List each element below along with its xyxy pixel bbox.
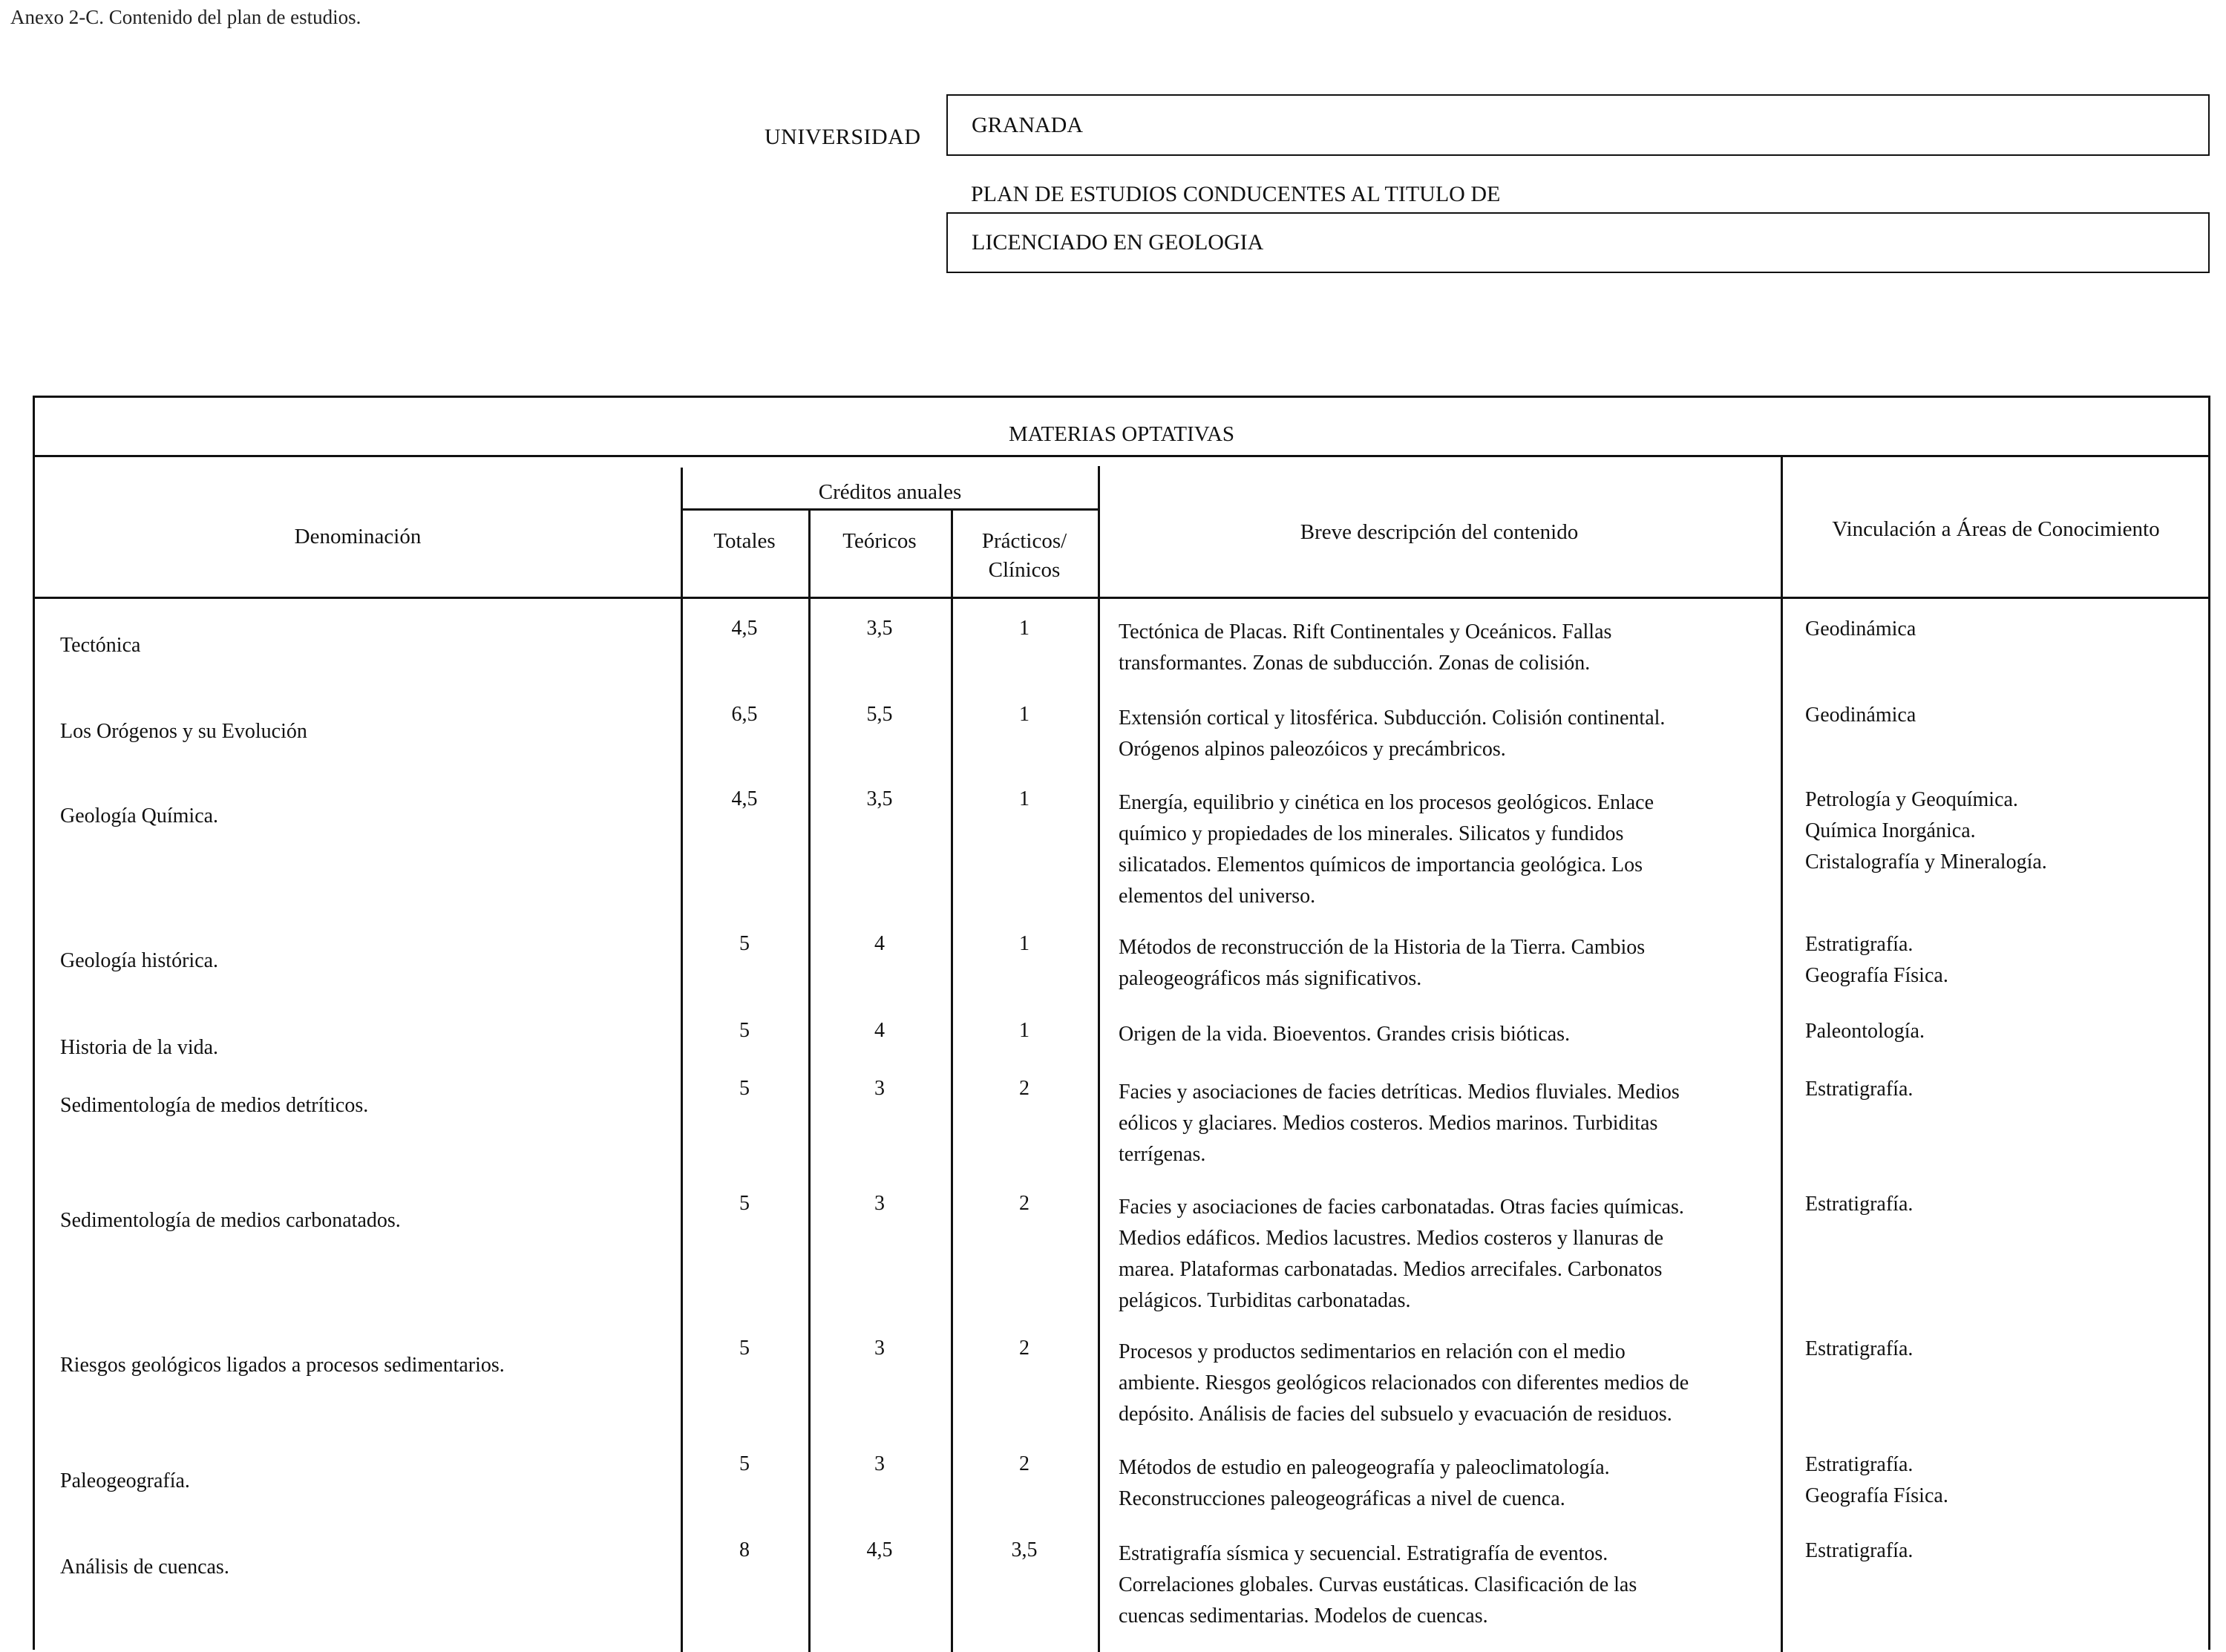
row-practice: 1 [1019, 1019, 1029, 1042]
header-credits: Créditos anuales [818, 480, 962, 504]
col-sep-2 [808, 509, 811, 1652]
plan-label: PLAN DE ESTUDIOS CONDUCENTES AL TITULO DE [971, 182, 1501, 206]
row-theory: 3 [874, 1337, 885, 1360]
table-title: MATERIAS OPTATIVAS [1008, 422, 1235, 446]
row-area-line: Paleontología. [1805, 1020, 1925, 1043]
row-totals: 4,5 [731, 787, 758, 810]
row-practice: 1 [1019, 617, 1029, 640]
header-practice [951, 527, 1098, 585]
row-area-line: Geodinámica [1805, 617, 1916, 640]
row-name: Geología Química. [60, 804, 219, 827]
university-value: GRANADA [972, 112, 1083, 137]
row-area-line: Estratigrafía. [1805, 1453, 1914, 1476]
row-name: Paleogeografía. [60, 1469, 190, 1492]
row-area-line: Estratigrafía. [1805, 1337, 1914, 1360]
header-theory: Teóricos [842, 529, 917, 553]
header-practice-line2: Clínicos [988, 558, 1061, 583]
row-description-line: Energía, equilibrio y cinética en los procesos geológicos. Enlace [1119, 791, 1654, 814]
row-area-line: Estratigrafía. [1805, 1539, 1914, 1562]
row-theory: 5,5 [866, 703, 893, 726]
row-description-line: Reconstrucciones paleogeográficas a nivel de cuenca. [1119, 1487, 1565, 1510]
row-theory: 3,5 [866, 787, 893, 810]
rule-credits [681, 508, 1099, 511]
row-practice: 2 [1019, 1452, 1029, 1475]
row-description-line: Estratigrafía sísmica y secuencial. Estratigrafía de eventos. [1119, 1542, 1608, 1565]
row-area-line: Geografía Física. [1805, 1484, 1948, 1507]
row-totals: 8 [739, 1538, 750, 1561]
row-description-line: paleogeográficos más significativos. [1119, 967, 1422, 990]
row-practice: 2 [1019, 1192, 1029, 1215]
rule-title [35, 455, 2208, 457]
header-practice-line1: Prácticos/ [981, 529, 1067, 553]
row-area-line: Estratigrafía. [1805, 1078, 1914, 1101]
header-description: Breve descripción del contenido [1300, 520, 1579, 544]
row-totals: 4,5 [731, 617, 758, 640]
row-area-line: Geografía Física. [1805, 964, 1948, 987]
row-description-line: Tectónica de Placas. Rift Continentales y Oceánicos. Fallas [1119, 620, 1612, 643]
row-theory: 3 [874, 1192, 885, 1215]
header-totals: Totales [713, 529, 776, 553]
row-description-line: Facies y asociaciones de facies detríticas. Medios fluviales. Medios [1119, 1081, 1680, 1104]
col-sep-4 [1098, 466, 1100, 1652]
row-theory: 3,5 [866, 617, 893, 640]
row-name: Los Orógenos y su Evolución [60, 720, 307, 743]
row-name: Sedimentología de medios detríticos. [60, 1094, 369, 1117]
row-totals: 5 [739, 1337, 750, 1360]
row-description-line: Correlaciones globales. Curvas eustáticas. Clasificación de las [1119, 1573, 1637, 1596]
row-totals: 5 [739, 1452, 750, 1475]
row-area-line: Química Inorgánica. [1805, 819, 1976, 842]
row-practice: 1 [1019, 787, 1029, 810]
row-area-line: Cristalografía y Mineralogía. [1805, 850, 2047, 873]
row-description-line: terrígenas. [1119, 1143, 1206, 1166]
row-theory: 3 [874, 1452, 885, 1475]
row-description-line: marea. Plataformas carbonatadas. Medios arrecifales. Carbonatos [1119, 1258, 1663, 1281]
rule-header [35, 597, 2208, 599]
row-practice: 1 [1019, 932, 1029, 955]
row-description-line: cuencas sedimentarias. Modelos de cuencas. [1119, 1605, 1488, 1628]
row-theory: 4 [874, 1019, 885, 1042]
row-name: Tectónica [60, 634, 141, 657]
courses-table [33, 396, 2210, 1650]
row-name: Sedimentología de medios carbonatados. [60, 1209, 401, 1232]
row-theory: 3 [874, 1077, 885, 1100]
header-name: Denominación [294, 525, 422, 548]
row-practice: 3,5 [1011, 1538, 1038, 1561]
col-sep-1 [681, 468, 683, 1652]
row-description-line: transformantes. Zonas de subducción. Zonas de colisión. [1119, 652, 1591, 675]
degree-value: LICENCIADO EN GEOLOGIA [972, 230, 1264, 255]
row-theory: 4,5 [866, 1538, 893, 1561]
row-description-line: Facies y asociaciones de facies carbonatadas. Otras facies químicas. [1119, 1196, 1684, 1219]
row-totals: 5 [739, 1192, 750, 1215]
col-sep-5 [1781, 457, 1783, 1652]
row-description-line: silicatados. Elementos químicos de importancia geológica. Los [1119, 853, 1643, 876]
row-description-line: Extensión cortical y litosférica. Subducción. Colisión continental. [1119, 707, 1666, 730]
university-box [946, 94, 2210, 156]
row-description-line: Métodos de estudio en paleogeografía y paleoclimatología. [1119, 1456, 1610, 1479]
row-practice: 2 [1019, 1337, 1029, 1360]
row-description-line: depósito. Análisis de facies del subsuelo y evacuación de residuos. [1119, 1403, 1672, 1426]
row-description-line: Medios edáficos. Medios lacustres. Medios costeros y llanuras de [1119, 1227, 1664, 1250]
row-area-line: Geodinámica [1805, 704, 1916, 727]
row-description-line: Orógenos alpinos paleozóicos y precámbricos. [1119, 738, 1506, 761]
row-totals: 5 [739, 932, 750, 955]
university-label: UNIVERSIDAD [765, 125, 921, 149]
row-theory: 4 [874, 932, 885, 955]
row-totals: 6,5 [731, 703, 758, 726]
row-name: Riesgos geológicos ligados a procesos sedimentarios. [60, 1354, 505, 1377]
row-area-line: Petrología y Geoquímica. [1805, 788, 2018, 811]
row-description-line: eólicos y glaciares. Medios costeros. Medios marinos. Turbiditas [1119, 1112, 1658, 1135]
row-description-line: Procesos y productos sedimentarios en relación con el medio [1119, 1340, 1626, 1363]
row-practice: 1 [1019, 703, 1029, 726]
row-practice: 2 [1019, 1077, 1029, 1100]
row-description-line: Métodos de reconstrucción de la Historia de la Tierra. Cambios [1119, 936, 1646, 959]
row-description-line: ambiente. Riesgos geológicos relacionados con diferentes medios de [1119, 1371, 1689, 1394]
row-totals: 5 [739, 1019, 750, 1042]
header-areas: Vinculación a Áreas de Conocimiento [1832, 517, 2160, 541]
row-description-line: químico y propiedades de los minerales. Silicatos y fundidos [1119, 822, 1624, 845]
row-description-line: elementos del universo. [1119, 885, 1316, 908]
row-name: Historia de la vida. [60, 1036, 219, 1059]
row-description-line: Origen de la vida. Bioeventos. Grandes crisis bióticas. [1119, 1023, 1571, 1046]
col-sep-3 [951, 509, 953, 1652]
degree-box [946, 212, 2210, 273]
row-name: Geología histórica. [60, 949, 219, 972]
row-description-line: pelágicos. Turbiditas carbonatadas. [1119, 1289, 1411, 1312]
annex-title: Anexo 2-C. Contenido del plan de estudios. [10, 6, 361, 28]
row-area-line: Estratigrafía. [1805, 933, 1914, 956]
row-totals: 5 [739, 1077, 750, 1100]
row-name: Análisis de cuencas. [60, 1556, 229, 1579]
row-area-line: Estratigrafía. [1805, 1193, 1914, 1216]
